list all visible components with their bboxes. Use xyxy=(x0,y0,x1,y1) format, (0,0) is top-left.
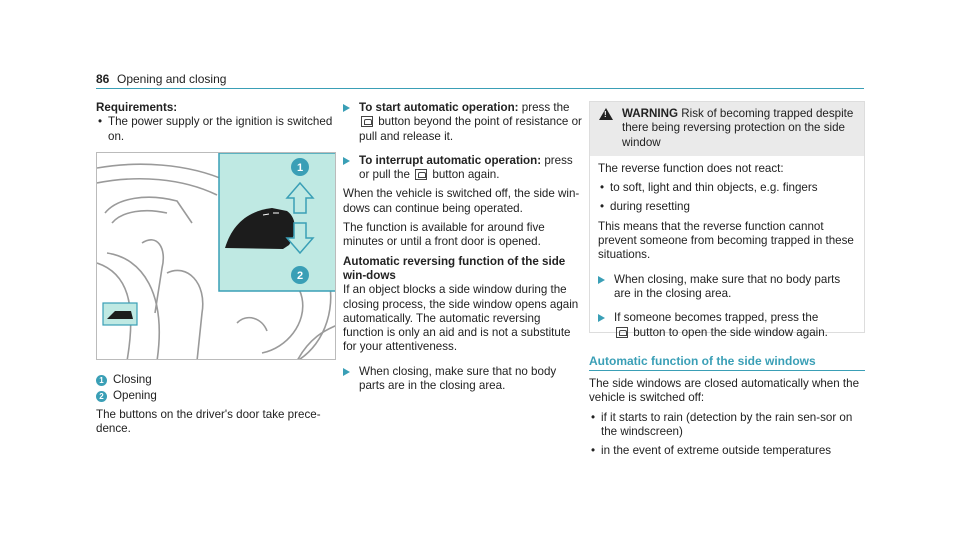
driver-door-note: The buttons on the driver's door take prece-dence. xyxy=(96,407,321,435)
auto-function-body xyxy=(589,377,865,458)
interrupt-auto-step xyxy=(343,154,583,183)
warning-triangle-icon: ! xyxy=(599,108,613,120)
start-auto-step xyxy=(343,101,583,144)
warning-intro: The reverse function does not react: xyxy=(598,161,784,175)
switched-off-text: When the vehicle is switched off, the side win-dows can continue being operated. xyxy=(343,187,580,215)
window-button-icon xyxy=(361,116,373,127)
warning-item-1: • to soft, light and thin objects, e.g. fingers xyxy=(598,181,856,195)
window-button-icon xyxy=(616,327,628,338)
auto-function-intro: The side windows are closed automatically when the vehicle is switched off: xyxy=(589,377,860,405)
warning-action-2 xyxy=(598,311,856,340)
auto-function-item-1: • if it starts to rain (detection by the rain sen-sor on the windscreen) xyxy=(589,411,865,440)
warning-body xyxy=(590,156,864,346)
warning-box xyxy=(589,101,865,339)
warning-action-1: When closing, make sure that no body parts are in the closing area. xyxy=(598,273,856,302)
requirements-label: Requirements: xyxy=(96,101,178,114)
column-1 xyxy=(96,101,336,144)
auto-function-item-2: • in the event of extreme outside temperatures xyxy=(589,444,865,458)
warning-means: This means that the reverse function cannot prevent someone from becoming trapped in these situations. xyxy=(598,219,854,262)
auto-function-rule xyxy=(589,370,865,371)
start-auto-text-a: press the xyxy=(521,101,570,114)
warning-title: Risk of becoming trapped despite there being reversing protection on the side window xyxy=(622,107,854,149)
availability-text: The function is available for around five minutes or until a front door is opened. xyxy=(343,221,545,249)
reversing-heading: Automatic reversing function of the side win-dows xyxy=(343,254,566,282)
start-auto-label: To start automatic operation: xyxy=(359,101,519,114)
interrupt-auto-label: To interrupt automatic operation: xyxy=(359,153,542,167)
requirement-item: • The power supply or the ignition is switched on. xyxy=(96,115,336,144)
column-2 xyxy=(343,101,583,393)
badge-2-label: 2 xyxy=(296,270,304,282)
figure-legend xyxy=(96,373,336,436)
legend-label-1: Closing xyxy=(113,373,152,386)
badge-1-label: 1 xyxy=(296,162,304,174)
legend-item-2 xyxy=(96,389,336,403)
header-rule xyxy=(96,88,864,89)
legend-badge-2-icon: 2 xyxy=(96,391,107,402)
interrupt-auto-text-a: press or pull the xyxy=(359,153,573,182)
legend-label-2: Opening xyxy=(113,389,157,403)
legend-item-1 xyxy=(96,373,336,387)
legend-badge-1-icon: 1 xyxy=(96,375,107,386)
auto-function-title: Automatic function of the side windows xyxy=(589,354,816,368)
window-button-icon xyxy=(415,169,427,180)
warning-action-2-text-b: button to open the side window again. xyxy=(633,325,828,339)
page-number: 86 xyxy=(96,72,110,86)
warning-item-2: • during resetting xyxy=(598,200,856,214)
closing-action-step: When closing, make sure that no body parts are in the closing area. xyxy=(343,365,583,394)
start-auto-text-b: button beyond the point of resistance or pull and release it. xyxy=(359,115,582,143)
door-panel-figure xyxy=(96,152,336,360)
page-header-title: Opening and closing xyxy=(117,72,227,86)
warning-action-2-text-a: If someone becomes trapped, press the xyxy=(614,311,819,325)
door-illustration xyxy=(97,153,336,360)
reversing-text: If an object blocks a side window during the closing process, the side window opens again automatically. The automatic reversing function is only an aid and is not a substitute for your attentiveness. xyxy=(343,283,579,354)
warning-label: WARNING xyxy=(622,107,679,120)
warning-header xyxy=(590,102,864,156)
interrupt-auto-text-b: button again. xyxy=(432,168,500,182)
